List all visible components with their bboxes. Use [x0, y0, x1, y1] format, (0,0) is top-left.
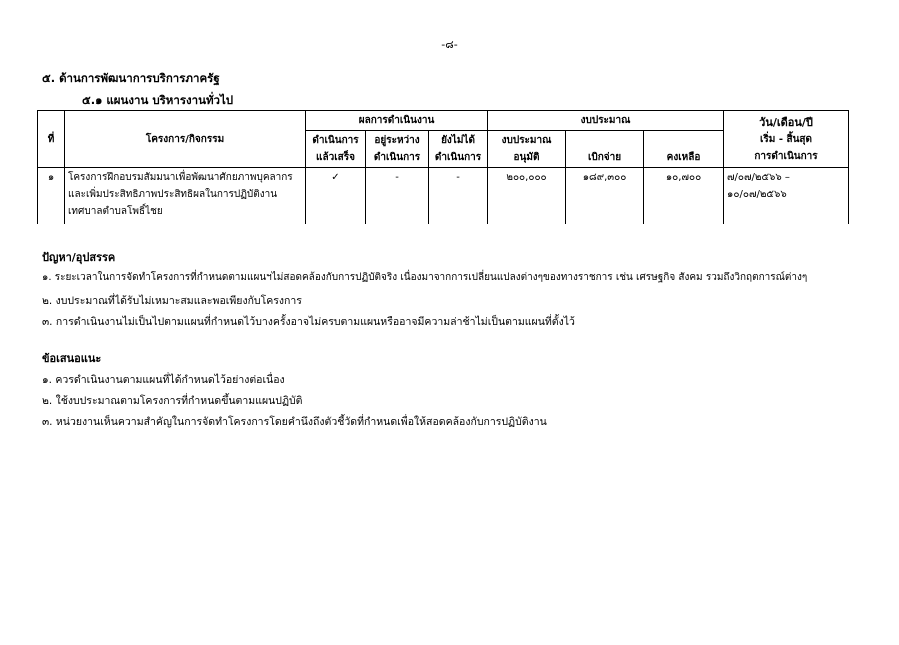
header-not-started [429, 131, 488, 168]
suggestions-title: ข้อเสนอแนะ [42, 352, 102, 365]
header-date-line1: วัน/เดือน/ปี [759, 115, 813, 129]
problems-title: ปัญหา/อุปสรรค [42, 251, 116, 264]
suggestion-item-2: ๒. ใช้งบประมาณตามโครงการที่กำหนดขึ้นตามแผนปฏิบัติ [42, 395, 303, 407]
row-disbursed: ๑๘๙,๓๐๐ [566, 168, 644, 225]
header-in-progress-line1: อยู่ระหว่าง [374, 135, 420, 146]
header-approved [488, 131, 566, 168]
header-disbursed: เบิกจ่าย [566, 131, 644, 168]
header-approved-line1: งบประมาณ [501, 135, 552, 146]
header-approved-line2: อนุมัติ [513, 152, 540, 163]
header-not-started-line1: ยังไม่ได้ [441, 135, 475, 146]
problem-item-1: ๑. ระยะเวลาในการจัดทำโครงการที่กำหนดตามแผนฯไม่สอดคล้องกับการปฏิบัติจริง เนื่องมาจากการเปลี่ยนแปลงต่างๆของทางราชการ เช่น เศรษฐกิจ สังคม รวมถึงวิกฤตการณ์ต่างๆ [42, 272, 808, 283]
header-in-progress-line2: ดำเนินการ [373, 152, 421, 163]
section-title: ๕. ด้านการพัฒนาการบริการภาครัฐ [42, 71, 220, 85]
header-date-line3: การดำเนินการ [754, 150, 818, 162]
suggestion-item-3: ๓. หน่วยงานเห็นความสำคัญในการจัดทำโครงการโดยคำนึงถึงตัวชี้วัดที่กำหนดเพื่อให้สอดคล้องกับการปฏิบัติงาน [42, 416, 547, 428]
row-remaining: ๑๐,๗๐๐ [644, 168, 724, 225]
problem-item-2: ๒. งบประมาณที่ได้รับไม่เหมาะสมและพอเพียงกับโครงการ [42, 295, 302, 307]
header-date-line2: เริ่ม - สิ้นสุด [760, 133, 813, 145]
header-project: โครงการ/กิจกรรม [65, 111, 306, 168]
row-approved: ๒๐๐,๐๐๐ [488, 168, 566, 225]
row-in-progress: - [366, 168, 429, 225]
performance-table [37, 110, 849, 224]
row-date: ๗/๐๗/๒๕๖๖ – ๑๐/๐๗/๒๕๖๖ [724, 168, 849, 225]
header-not-started-line2: ดำเนินการ [434, 152, 482, 163]
header-completed-line1: ดำเนินการ [312, 135, 359, 146]
row-project: โครงการฝึกอบรมสัมมนาเพื่อพัฒนาศักยภาพบุคลากรและเพิ่มประสิทธิภาพประสิทธิผลในการปฏิบัติงานเทศบาลตำบลโพธิ์ไชย [65, 168, 306, 225]
header-completed [306, 131, 366, 168]
table-row [38, 168, 849, 225]
check-icon: ✓ [306, 168, 366, 225]
header-in-progress [366, 131, 429, 168]
row-no: ๑ [38, 168, 65, 225]
page-number: -๘- [441, 38, 458, 51]
header-budget-group: งบประมาณ [488, 111, 724, 131]
problem-item-3: ๓. การดำเนินงานไม่เป็นไปตามแผนที่กำหนดไว้บางครั้งอาจไม่ครบตามแผนหรืออาจมีความล่าช้าไม่เป็นตามแผนที่ตั้งไว้ [42, 316, 575, 328]
header-date-group [724, 111, 849, 168]
header-completed-line2: แล้วเสร็จ [316, 152, 355, 163]
header-remaining: คงเหลือ [644, 131, 724, 168]
header-no: ที่ [38, 111, 65, 168]
header-result-group: ผลการดำเนินงาน [306, 111, 488, 131]
plan-title: ๕.๑ แผนงาน บริหารงานทั่วไป [82, 93, 234, 107]
row-not-started: - [429, 168, 488, 225]
suggestion-item-1: ๑. ควรดำเนินงานตามแผนที่ได้กำหนดไว้อย่างต่อเนื่อง [42, 374, 285, 386]
